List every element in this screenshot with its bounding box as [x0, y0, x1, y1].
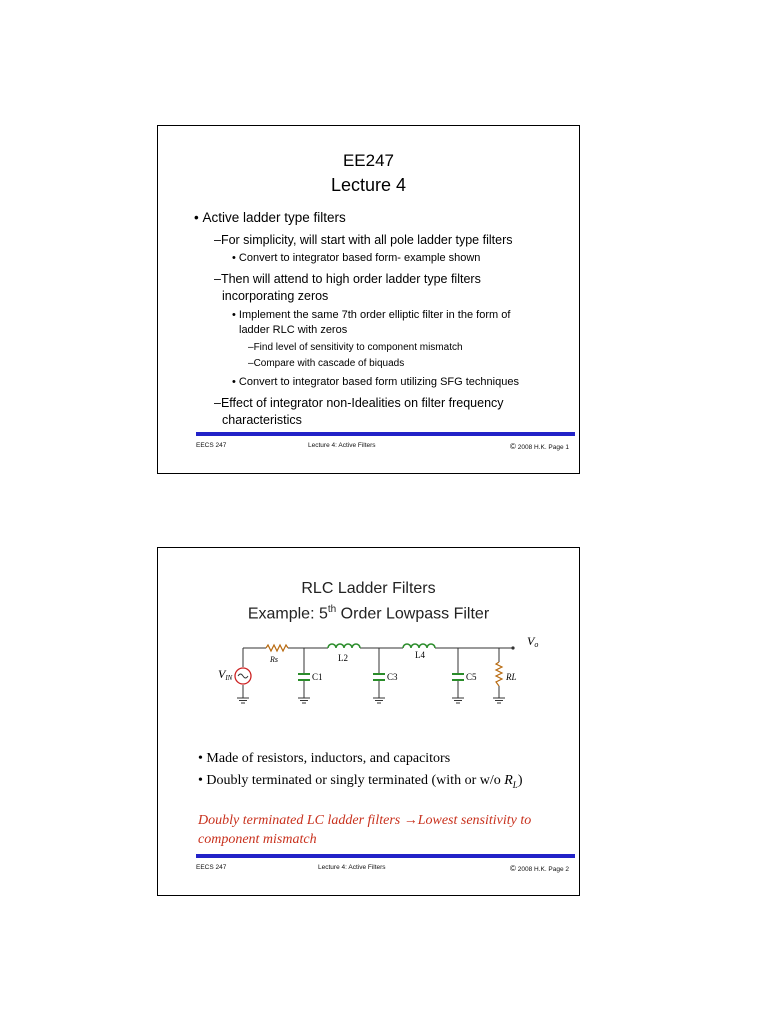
slide-title: RLC Ladder Filters — [301, 580, 436, 597]
capacitor-c3-icon — [373, 674, 385, 680]
label-vin: VIN — [218, 667, 233, 682]
bullet-l4: –Compare with cascade of biquads — [248, 358, 405, 369]
bullet-l2-cont: characteristics — [222, 413, 302, 427]
footer-course: EECS 247 — [196, 442, 227, 449]
resistor-rs-icon — [266, 645, 288, 651]
footer-page: © 2008 H.K. Page 2 — [510, 864, 570, 873]
footer-lecture: Lecture 4: Active Filters — [308, 442, 376, 449]
footer-page: © 2008 H.K. Page 1 — [510, 442, 570, 451]
label-c5: C5 — [466, 672, 477, 682]
right-arrow-icon: → — [403, 813, 418, 828]
resistor-rl-icon — [496, 662, 502, 686]
copyright-icon: © — [510, 442, 516, 451]
capacitor-c5-icon — [452, 674, 464, 680]
slide-subtitle: Example: 5th Order Lowpass Filter — [247, 604, 490, 623]
bullet-l2: –For simplicity, will start with all pole ladder type filters — [214, 233, 513, 247]
ladder-filter-schematic — [158, 548, 579, 748]
slide-title: EE247 — [342, 151, 395, 170]
highlight-note: Doubly terminated LC ladder filters →Lowest sensitivity to — [198, 813, 532, 828]
slide-subtitle: Lecture 4 — [330, 175, 407, 195]
bullet-item: • Made of resistors, inductors, and capacitors — [198, 751, 451, 766]
label-l2: L2 — [338, 653, 348, 663]
ground-icon — [298, 698, 310, 703]
ground-icon — [237, 698, 249, 703]
label-c1: C1 — [312, 672, 323, 682]
copyright-icon: © — [510, 864, 516, 873]
ground-icon — [493, 698, 505, 703]
footer-divider — [196, 854, 575, 858]
slide-2 — [157, 547, 580, 896]
bullet-item: • Doubly terminated or singly terminated (with or w/o $R_L$) — [198, 773, 523, 790]
bullet-l3-cont: ladder RLC with zeros — [239, 324, 348, 336]
label-l4: L4 — [415, 650, 425, 660]
bullet-l1: • Active ladder type filters — [194, 210, 346, 225]
ground-icon — [373, 698, 385, 703]
highlight-note-cont: component mismatch — [198, 832, 317, 847]
output-terminal-icon — [511, 646, 514, 649]
footer-divider — [196, 432, 575, 436]
footer-lecture: Lecture 4: Active Filters — [318, 864, 386, 871]
footer-course: EECS 247 — [196, 864, 227, 871]
bullet-l2: –Then will attend to high order ladder type filters — [214, 272, 481, 286]
label-vo: Vo — [527, 634, 539, 649]
bullet-l2-cont: incorporating zeros — [222, 289, 329, 303]
bullet-l3: • Convert to integrator based form utilizing SFG techniques — [232, 376, 519, 388]
label-rl: RL — [506, 672, 517, 682]
bullet-l3: • Implement the same 7th order elliptic filter in the form of — [232, 309, 511, 321]
slide-1 — [157, 125, 580, 474]
inductor-l2-icon — [328, 644, 360, 648]
bullet-l3: • Convert to integrator based form- example shown — [232, 252, 481, 264]
ground-icon — [452, 698, 464, 703]
voltage-source-icon — [235, 668, 251, 684]
label-c3: C3 — [387, 672, 398, 682]
label-rs: Rs — [270, 655, 278, 664]
bullet-l4: –Find level of sensitivity to component mismatch — [248, 342, 463, 353]
bullet-l2: –Effect of integrator non-Idealities on filter frequency — [214, 396, 504, 410]
inductor-l4-icon — [403, 644, 435, 648]
capacitor-c1-icon — [298, 674, 310, 680]
